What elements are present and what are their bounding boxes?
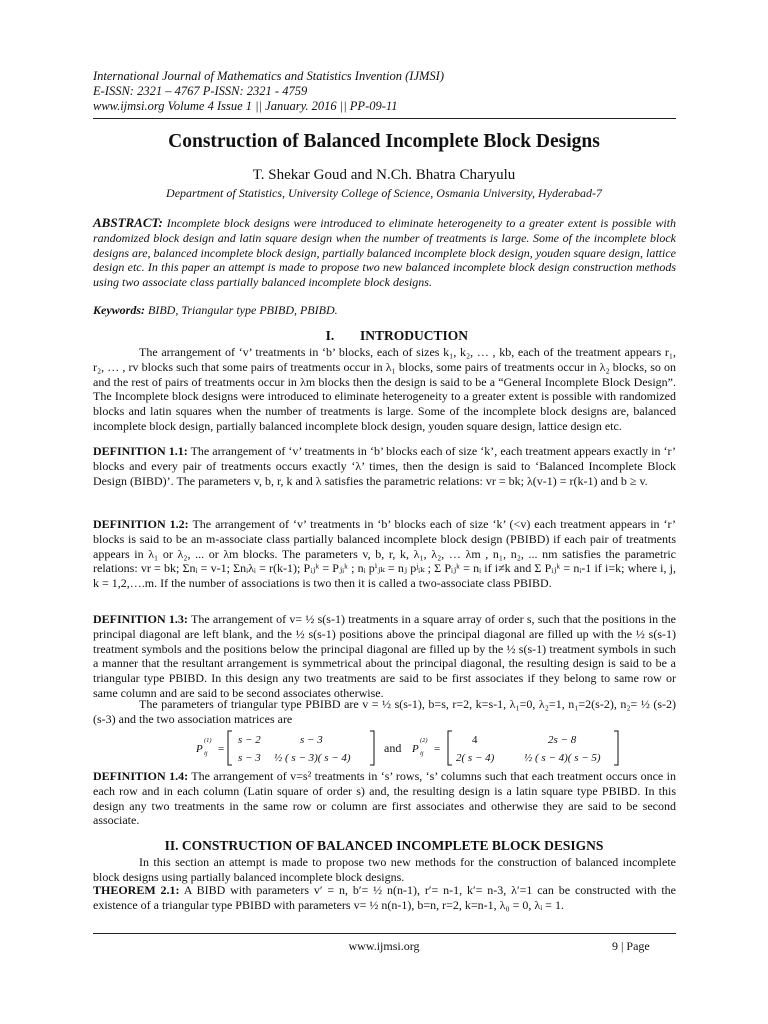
- p1-r2c1: s − 3: [238, 752, 261, 764]
- p1-r1c2: s − 3: [300, 734, 323, 746]
- definition-1-2-text: The arrangement of ‘v’ treatments in ‘b’ blocks each of size ‘k’ (<v) each treatment appears in ‘r’ blocks is said to be an m-associate class partially balanced incomplete block design (PBIBD) if each pair of treatments appears in λ₁ or λ₂, ... or λm blocks. The parameters v, b, r, k, λ₁, λ₂, … λm , n₁, n₂, ... nm satisfies the parametric relations: vr = bk; Σnᵢ = v-1; Σnᵢλᵢ = r(k-1); Pᵢⱼᵏ = Pⱼᵢᵏ ; nᵢ pⁱⱼₖ = nⱼ pʲᵢₖ ; Σ Pᵢⱼᵏ = nᵢ if i≠k and Σ Pᵢⱼᵏ = nᵢ-1 if i=k; where i, j, k = 1,2,….m. If the number of associations is two then it is called a two-associate class PBIBD.: [93, 517, 676, 591]
- header-rule: [93, 118, 676, 119]
- p2-r1c2: 2s − 8: [548, 734, 577, 746]
- footer-rule: [93, 933, 676, 934]
- journal-header: [93, 69, 444, 114]
- keywords: [93, 303, 676, 318]
- page-number: 9 | Page: [612, 939, 650, 953]
- p1-superscript: (1): [204, 737, 212, 744]
- and-connector: and: [384, 741, 402, 755]
- definition-1-2: [93, 517, 676, 591]
- journal-name: International Journal of Mathematics and Statistics Invention (IJMSI): [93, 69, 444, 83]
- svg-text:=: =: [434, 743, 441, 755]
- keywords-label: Keywords:: [93, 303, 145, 317]
- section-1-number: I.: [325, 328, 335, 343]
- definition-1-1: [93, 444, 676, 488]
- triangular-parameters-paragraph: The parameters of triangular type PBIBD are v = ½ s(s-1), b=s, r=2, k=s-1, λ₁=0, λ₂=1, n₁=2(s-2), n₂= ½ (s-2)(s-3) and the two association matrices are: [93, 697, 676, 726]
- section-2-intro: In this section an attempt is made to propose two new methods for the construction of balanced incomplete block designs using partially balanced incomplete block designs.: [93, 855, 676, 884]
- p2-r2c2: ½ ( s − 4)( s − 5): [524, 752, 601, 764]
- abstract: [93, 216, 676, 290]
- section-2-heading: II. CONSTRUCTION OF BALANCED INCOMPLETE BLOCK DESIGNS: [164, 838, 604, 853]
- theorem-2-1-label: THEOREM 2.1:: [93, 883, 180, 897]
- p2-r2c1: 2( s − 4): [456, 752, 495, 764]
- p2-label: P: [412, 743, 419, 755]
- abstract-text: Incomplete block designs were introduced to eliminate heterogeneity to a greater extent is possible with randomized block design and latin square design when the number of treatments is large. Some of the incomplete block designs are, balanced incomplete block design, partially balanced incomplete block design, youden square design, lattice design etc. In this paper an attempt is made to propose two new balanced incomplete block design construction methods using two associate class partially balanced incomplete block designs.: [93, 216, 677, 290]
- section-1-title: INTRODUCTION: [359, 328, 468, 343]
- definition-1-4-label: DEFINITION 1.4:: [93, 769, 189, 783]
- theorem-2-1-text: A BIBD with parameters v′ = n, b′= ½ n(n-1), r′= n-1, k′= n-3, λ′=1 can be constructed with the existence of a triangular type PBIBD with parameters v= ½ n(n-1), b=n, r=2, k=n-1, λ₀ = 0, λᵢ = 1.: [93, 883, 677, 912]
- p2-left-bracket: [448, 731, 452, 765]
- p2-superscript: (2): [420, 737, 428, 744]
- p2-r1c1: 4: [472, 734, 478, 746]
- footer-url: www.ijmsi.org: [348, 939, 420, 953]
- p1-subscript: ij: [204, 750, 208, 757]
- definition-1-2-label: DEFINITION 1.2:: [93, 517, 189, 531]
- p1-r2c2: ½ ( s − 3)( s − 4): [274, 752, 351, 764]
- svg-text:=: =: [218, 743, 225, 755]
- abstract-label: ABSTRACT:: [93, 215, 163, 230]
- definition-1-3-label: DEFINITION 1.3:: [93, 612, 188, 626]
- theorem-2-1: [93, 883, 676, 913]
- p1-left-bracket: [228, 731, 232, 765]
- definition-1-3: [93, 612, 676, 701]
- intro-paragraph: The arrangement of ‘v’ treatments in ‘b’ blocks, each of sizes k₁, k₂, … , kb, each of the treatment appears r₁, r₂, … , rv blocks such that some pairs of treatments occur in λ₁ blocks, some pairs of treatments occur in λ₂ blocks, so on and the rest of pairs of treatments occur in λm blocks then the design is said to be a “General Incomplete Block Design”. The Incomplete block designs were introduced to eliminate heterogeneity to a greater extent is possible with randomized blocks and latin squares when the number of treatments is large. Some of the incomplete block designs are, balanced incomplete block design, partially balanced incomplete block design, youden square design, lattice design etc.: [93, 345, 676, 433]
- definition-1-4-text: The arrangement of v=s² treatments in ‘s’ rows, ‘s’ columns such that each treatment occurs once in each row and in each column (Latin square of order s) and, the resulting design is a latin square type PBIBD. In this design any two treatments in the same row or column are first associates and otherwise they are said to be second associate.: [93, 769, 676, 828]
- p1-r1c1: s − 2: [238, 734, 261, 746]
- association-matrices: [190, 728, 630, 768]
- author-affiliation: Department of Statistics, University College of Science, Osmania University, Hyderabad-7: [166, 186, 602, 200]
- keywords-text: BIBD, Triangular type PBIBD, PBIBD.: [148, 303, 338, 317]
- p2-right-bracket: [614, 731, 618, 765]
- p1-right-bracket: [370, 731, 374, 765]
- definition-1-3-text: The arrangement of v= ½ s(s-1) treatments in a square array of order s, such that the positions in the principal diagonal are left blank, and the ½ s(s-1) positions above the principal diagonal are filled up with the ½ s(s-1) treatment symbols and the positions below the principal diagonal are filled up by the ½ s(s-1) treatment symbols in such a manner that the resultant arrangement is symmetrical about the principal diagonal, the resulting design is said to be a triangular type PBIBD. In this design any two treatments are said to be first associates if they belong to same row or same column and are said to be second associates otherwise.: [93, 612, 676, 700]
- definition-1-1-label: DEFINITION 1.1:: [93, 444, 188, 458]
- paper-authors: T. Shekar Goud and N.Ch. Bhatra Charyulu: [252, 167, 516, 183]
- definition-1-4: [93, 769, 676, 828]
- journal-issn: E-ISSN: 2321 – 4767 P-ISSN: 2321 - 4759: [93, 84, 308, 98]
- definition-1-1-text: The arrangement of ‘v’ treatments in ‘b’ blocks each of size ‘k’, each treatment appears exactly in ‘r’ blocks and every pair of treatments occurs exactly ‘λ’ times, then the design is said to ‘Balanced Incomplete Block Design (BIBD)’. The parameters v, b, r, k and λ satisfies the parametric relations: vr = bk; λ(v-1) = r(k-1) and b ≥ v.: [93, 444, 676, 488]
- section-1-heading: [0, 328, 768, 344]
- p2-subscript: ij: [420, 750, 424, 757]
- paper-title: Construction of Balanced Incomplete Block Designs: [168, 131, 600, 152]
- p1-label: P: [196, 743, 203, 755]
- journal-issue: www.ijmsi.org Volume 4 Issue 1 || January. 2016 || PP-09-11: [93, 99, 398, 113]
